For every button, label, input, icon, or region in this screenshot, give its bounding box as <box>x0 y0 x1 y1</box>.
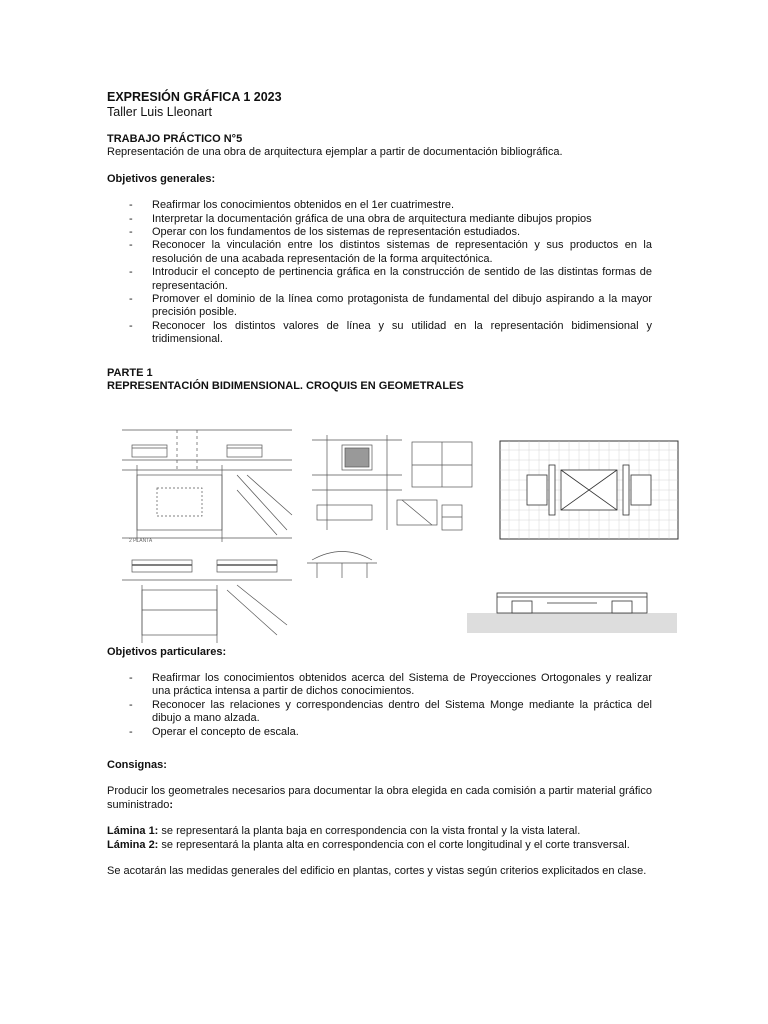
sketches-figure <box>117 420 677 640</box>
lamina-1 <box>107 825 652 838</box>
cad-floor-plan-image <box>499 440 679 540</box>
hand-sketch-elevation-image <box>302 538 382 583</box>
list-item: - Interpretar la documentación gráfica de una obra de arquitectura mediante dibujos propios <box>107 213 652 226</box>
part-title: REPRESENTACIÓN BIDIMENSIONAL. CROQUIS EN GEOMETRALES <box>107 380 464 393</box>
workshop-name: Taller Luis Lleonart <box>107 105 212 119</box>
consignas-intro: Producir los geometrales necesarios para documentar la obra elegida en cada comisión a partir material gráfico suministrado: <box>107 785 652 811</box>
assignment-description: Representación de una obra de arquitectura ejemplar a partir de documentación bibliográfica. <box>107 146 563 159</box>
list-item: - Reconocer la vinculación entre los distintos sistemas de representación y sus productos en la resolución de una acabada representación de la forma arquitectónica. <box>107 239 652 266</box>
assignment-title: TRABAJO PRÁCTICO N°5 <box>107 133 243 145</box>
consignas-heading: Consignas: <box>107 758 167 771</box>
lamina-1-text: se representará la planta baja en correspondencia con la vista frontal y la vista lateral. <box>158 825 581 838</box>
list-item: - Operar con los fundamentos de los sistemas de representación estudiados. <box>107 226 652 239</box>
course-title: EXPRESIÓN GRÁFICA 1 2023 <box>107 90 282 104</box>
cad-elevation-image <box>467 575 677 635</box>
list-item: - Introducir el concepto de pertinencia gráfica en la construcción de sentido de las distintas formas de representación. <box>107 266 652 293</box>
particular-objectives-heading: Objetivos particulares: <box>107 645 227 658</box>
general-objectives-list <box>107 199 652 346</box>
hand-sketch-section-image <box>117 555 297 645</box>
consignas-final: Se acotarán las medidas generales del edificio en plantas, cortes y vistas según criterios explicitados en clase. <box>107 864 647 877</box>
particular-objectives-list <box>107 672 652 739</box>
lamina-1-label: Lámina 1: <box>107 825 159 838</box>
list-item: - Reafirmar los conocimientos obtenidos acerca del Sistema de Proyecciones Ortogonales y realizar una práctica intensa a partir de dichos conocimientos. <box>107 672 652 699</box>
hand-sketch-detail-image <box>302 420 487 545</box>
list-item: - Promover el dominio de la línea como protagonista de fundamental del dibujo aspirando a la mayor precisión posible. <box>107 293 652 320</box>
part-label: PARTE 1 <box>107 366 153 379</box>
list-item: - Reconocer las relaciones y correspondencias dentro del Sistema Monge mediante la práctica del dibujo a mano alzada. <box>107 699 652 726</box>
hand-sketch-plan-image <box>117 420 297 545</box>
lamina-2 <box>107 839 652 852</box>
sketch-label-a: 2 PLANTA <box>129 538 153 544</box>
lamina-2-label: Lámina 2: <box>107 838 159 851</box>
list-item: - Operar el concepto de escala. <box>107 726 652 739</box>
list-item: - Reafirmar los conocimientos obtenidos en el 1er cuatrimestre. <box>107 199 652 212</box>
list-item: - Reconocer los distintos valores de línea y su utilidad en la representación bidimensional y tridimensional. <box>107 320 652 347</box>
lamina-2-text: se representará la planta alta en correspondencia con el corte longitudinal y el corte transversal. <box>158 838 630 851</box>
general-objectives-heading: Objetivos generales: <box>107 172 216 185</box>
